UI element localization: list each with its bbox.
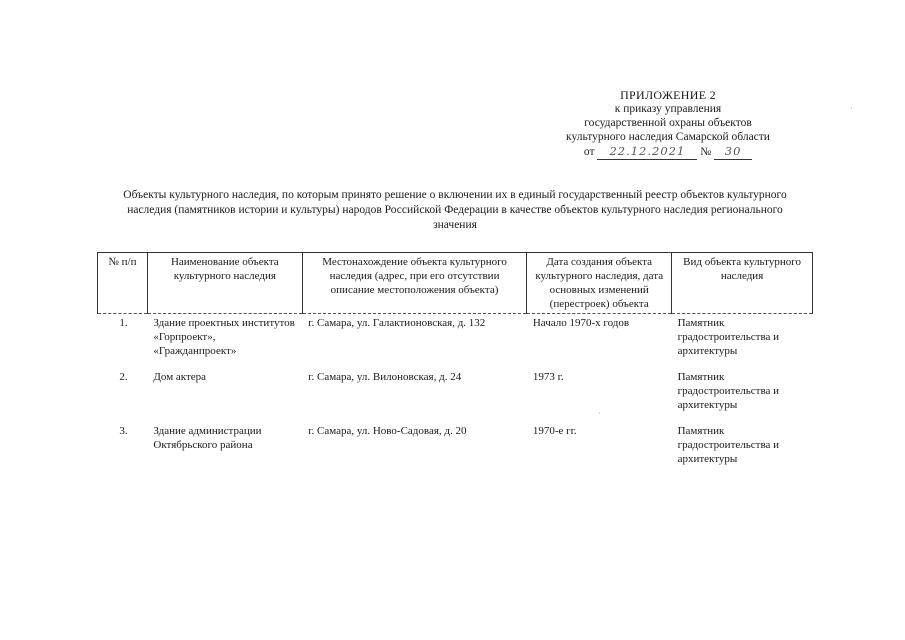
document-heading: Объекты культурного наследия, по которым принято решение о включении их в единый государственный реестр объектов культурного наследия (памятников истории и культуры) народов Российской Федерации в качестве объектов культурного наследия регионального значения xyxy=(123,189,787,231)
row-number: 2. xyxy=(119,371,128,383)
row-kind: Памятник градостроительства и архитектуры xyxy=(677,371,780,411)
appendix-line-1: к приказу управления xyxy=(614,103,722,115)
scan-speck: · xyxy=(598,408,601,418)
row-number: 3. xyxy=(119,425,128,437)
row-number: 1. xyxy=(119,317,128,329)
table-header-row xyxy=(98,253,813,314)
header-number: № п/п xyxy=(98,253,148,314)
row-address: г. Самара, ул. Галактионовская, д. 132 xyxy=(308,317,486,329)
table-row xyxy=(98,368,813,422)
heritage-objects-table xyxy=(97,252,813,476)
row-date: Начало 1970-х годов xyxy=(532,317,630,329)
header-name: Наименование объекта культурного наследия xyxy=(147,253,302,314)
row-name: Здание проектных институтов «Горпроект», «Гражданпроект» xyxy=(153,317,295,357)
row-date: 1970-е гг. xyxy=(532,425,577,437)
row-name: Здание администрации Октябрьского района xyxy=(153,425,262,451)
number-label: № xyxy=(700,146,712,158)
row-kind: Памятник градостроительства и архитектуры xyxy=(677,425,780,465)
header-address: Местонахождение объекта культурного наследия (адрес, при его отсутствии описание местоположения объекта) xyxy=(302,253,527,314)
table-row xyxy=(98,314,813,369)
table-row xyxy=(98,422,813,476)
appendix-line-2: государственной охраны объектов xyxy=(584,117,752,129)
appendix-title: ПРИЛОЖЕНИЕ 2 xyxy=(620,88,716,102)
row-date: 1973 г. xyxy=(532,371,564,383)
order-date-number-line xyxy=(548,144,788,160)
row-address: г. Самара, ул. Вилоновская, д. 24 xyxy=(308,371,462,383)
handwritten-date: 22.12.2021 xyxy=(609,144,686,158)
row-name: Дом актера xyxy=(153,371,207,383)
header-date: Дата создания объекта культурного наследия, дата основных изменений (перестроек) объекта xyxy=(527,253,672,314)
appendix-block xyxy=(548,88,788,160)
number-field xyxy=(714,144,752,160)
scan-speck: · xyxy=(850,103,853,113)
row-kind: Памятник градостроительства и архитектуры xyxy=(677,317,780,357)
row-address: г. Самара, ул. Ново-Садовая, д. 20 xyxy=(308,425,467,437)
handwritten-number: 30 xyxy=(724,144,742,158)
header-kind: Вид объекта культурного наследия xyxy=(672,253,813,314)
date-field xyxy=(597,144,697,160)
from-label: от xyxy=(583,146,595,158)
appendix-line-3: культурного наследия Самарской области xyxy=(566,131,770,143)
